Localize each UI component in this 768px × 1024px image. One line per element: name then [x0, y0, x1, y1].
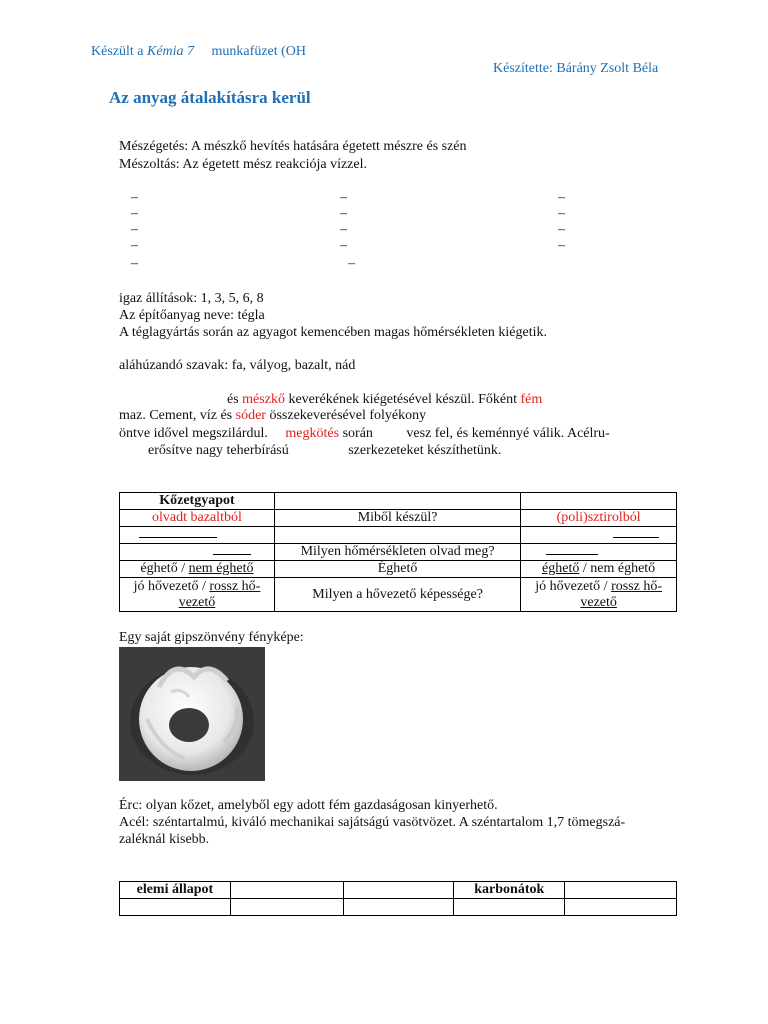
table-row [120, 882, 677, 899]
dash: – [340, 222, 347, 237]
table-row [120, 578, 677, 612]
book-title: Kémia 7 [146, 44, 195, 59]
definition-erc: Érc: olyan kőzet, amelyből egy adott fém gazdaságosan kinyerhető. [119, 798, 498, 813]
table-row [120, 493, 677, 510]
blank-line [613, 527, 659, 538]
dash: – [558, 206, 565, 221]
header-kozetgyapot: Kőzetgyapot [120, 493, 275, 510]
dash: – [340, 238, 347, 253]
table-row [120, 544, 677, 561]
answer-alahuzando: aláhúzandó szavak: fa, vályog, bazalt, nád [119, 358, 356, 373]
cell-eghetoseg-right: éghető / nem éghető [521, 561, 677, 578]
photo-caption: Egy saját gipszönvény fényképe: [119, 630, 304, 645]
cell-hovezeto-right: jó hővezető / rossz hő- vezető [521, 578, 677, 612]
cell-eghetoseg-mid: Éghető [274, 561, 520, 578]
definition-acel-line-1: Acél: széntartalmú, kiváló mechanikai sajátságú vasötvözet. A széntartalom 1,7 tömegszá- [119, 815, 626, 830]
dash: – [131, 222, 138, 237]
cell-eghetoseg-left: éghető / nem éghető [120, 561, 275, 578]
question-mibol: Miből készül? [274, 510, 520, 527]
dash: – [131, 190, 138, 205]
blank-line [213, 544, 251, 555]
question-hovezetes: Milyen a hővezető képessége? [274, 578, 520, 612]
dash: – [340, 190, 347, 205]
paragraph-line-3: öntve idővel megszilárdul. megkötés során vesz fel, és keménnyé válik. Acélru- [119, 426, 610, 441]
dash: – [131, 206, 138, 221]
cell-polisztirolbol: (poli)sztirolból [521, 510, 677, 527]
table-row [120, 510, 677, 527]
dash: – [131, 256, 138, 271]
dash: – [340, 206, 347, 221]
header-author: Készítette: Bárány Zsolt Béla [493, 61, 659, 76]
plaster-wreath-image [119, 647, 265, 781]
answer-epitoanyag: Az építőanyag neve: tégla [119, 308, 265, 323]
comparison-table [119, 492, 677, 612]
answer-fem: fém [520, 392, 543, 407]
answer-megkotes: megkötés [285, 426, 340, 441]
definition-acel-line-2: zaléknál kisebb. [119, 832, 210, 847]
dash: – [131, 238, 138, 253]
blank-line [546, 544, 598, 555]
definition-meszoltas: Mészoltás: Az égetett mész reakciója vízzel. [119, 157, 368, 172]
header-karbonatok: karbonátok [454, 882, 565, 899]
question-olvadaspont: Milyen hőmérsékleten olvad meg? [274, 544, 520, 561]
paragraph-line-1: és mészkő keverékének kiégetésével készül. Főként fém [227, 392, 543, 407]
blank-line [139, 527, 217, 538]
dash: – [558, 238, 565, 253]
page-title: Az anyag átalakításra kerül [109, 88, 311, 107]
elements-table [119, 881, 677, 916]
definition-meszegetes: Mészégetés: A mészkő hevítés hatására égetett mészre és szén [119, 139, 467, 154]
header-elemi-allapot: elemi állapot [120, 882, 231, 899]
dash: – [558, 222, 565, 237]
table-row [120, 561, 677, 578]
cell-hovezeto-left: jó hővezető / rossz hő- vezető [120, 578, 275, 612]
answer-teglagyartas: A téglagyártás során az agyagot kemencében magas hőmérsékleten kiégetik. [119, 325, 547, 340]
table-row [120, 899, 677, 916]
header-left: Készült a Kémia 7 munkafüzet (OH [91, 44, 307, 59]
plaster-cast-photo [119, 647, 265, 781]
paragraph-line-2: maz. Cement, víz és sóder összekeverésével folyékony [119, 408, 427, 423]
answer-soder: sóder [235, 408, 266, 423]
dash: – [558, 190, 565, 205]
dash: – [348, 256, 355, 271]
paragraph-line-4: erősítve nagy teherbírású szerkezeteket készíthetünk. [148, 443, 502, 458]
answer-igaz: igaz állítások: 1, 3, 5, 6, 8 [119, 291, 264, 306]
cell-olvadt-bazaltbol: olvadt bazaltból [120, 510, 275, 527]
table-row [120, 527, 677, 544]
answer-meszko: mészkő [242, 392, 285, 407]
